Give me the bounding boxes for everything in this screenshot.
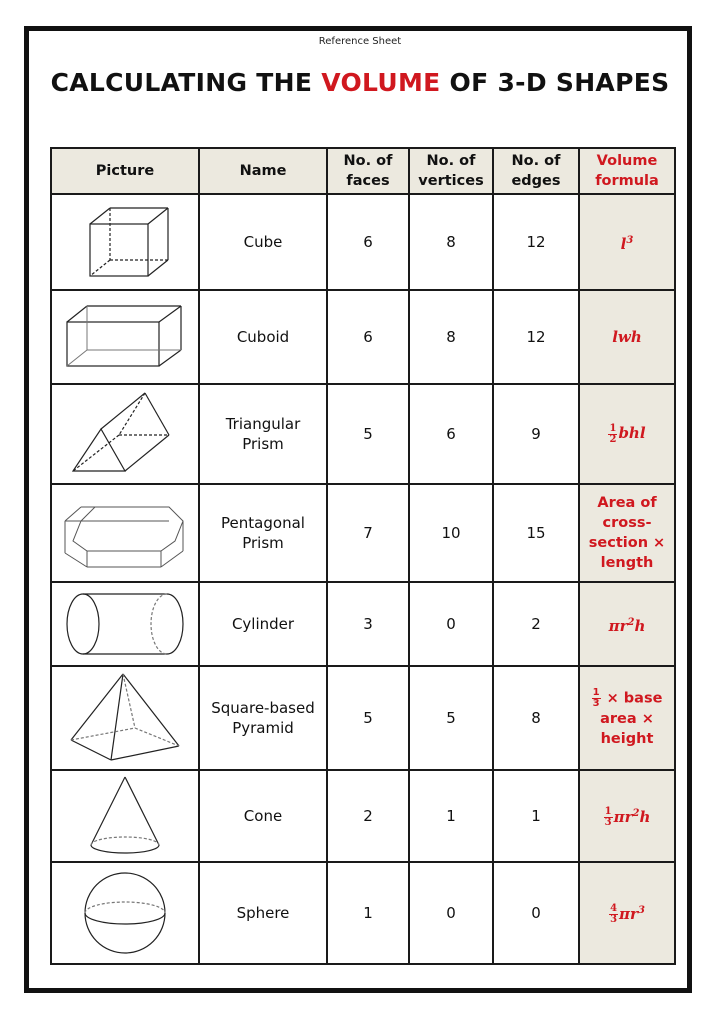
- faces-cell: 6: [327, 290, 409, 384]
- formula-line2: area ×: [600, 710, 654, 727]
- fraction-numerator: 1: [604, 806, 612, 818]
- formula-cell: [579, 194, 675, 290]
- formula-fraction: [608, 424, 617, 445]
- formula-cell: [579, 384, 675, 484]
- header-volume: [579, 148, 675, 194]
- cube-icon: [70, 202, 180, 282]
- name-cell: [199, 862, 327, 964]
- header-faces: [327, 148, 409, 194]
- header-faces-line2: faces: [346, 173, 390, 189]
- vertices-cell: 6: [409, 384, 493, 484]
- edges-cell: 1: [493, 770, 579, 862]
- edges-cell: 12: [493, 194, 579, 290]
- header-row: [51, 148, 675, 194]
- formula-sup: 2: [627, 616, 635, 628]
- header-picture: Picture: [51, 148, 199, 194]
- shape-name: Cylinder: [231, 615, 295, 633]
- faces-cell: 5: [327, 666, 409, 770]
- formula-cell: lwh: [579, 290, 675, 384]
- shapes-table: [50, 147, 676, 965]
- faces-cell: 2: [327, 770, 409, 862]
- faces-cell: 6: [327, 194, 409, 290]
- square-pyramid-icon: [65, 670, 185, 766]
- formula-part-b: h: [639, 807, 651, 826]
- vertices-cell: 8: [409, 290, 493, 384]
- name-cell: [199, 770, 327, 862]
- formula-sup: 3: [637, 904, 645, 916]
- name-cell: [199, 666, 327, 770]
- edges-cell: 9: [493, 384, 579, 484]
- header-volume-line1: Volume: [596, 153, 658, 169]
- formula-line1: × base: [606, 690, 663, 706]
- header-edges: [493, 148, 579, 194]
- shape-name-line1: Square-based: [211, 699, 315, 717]
- title-part-1: CALCULATING THE: [50, 68, 322, 97]
- page-subtitle: Reference Sheet: [318, 36, 402, 47]
- edges-cell: 2: [493, 582, 579, 666]
- picture-cell: [51, 862, 199, 964]
- formula-line1: Area of: [597, 495, 657, 511]
- formula-fraction: [604, 807, 613, 828]
- header-vertices: [409, 148, 493, 194]
- header-vertices-line1: No. of: [426, 153, 476, 169]
- name-cell: [199, 384, 327, 484]
- name-cell: [199, 290, 327, 384]
- vertices-cell: 5: [409, 666, 493, 770]
- formula-fraction: [609, 904, 618, 925]
- formula-part-b: h: [634, 616, 646, 635]
- formula-cell: [579, 484, 675, 582]
- table-row: [51, 862, 675, 964]
- picture-cell: [51, 666, 199, 770]
- picture-cell: [51, 484, 199, 582]
- vertices-cell: 10: [409, 484, 493, 582]
- formula-line4: length: [600, 555, 654, 571]
- edges-cell: 12: [493, 290, 579, 384]
- fraction-numerator: 1: [592, 686, 600, 698]
- formula-part-a: πr: [619, 904, 638, 923]
- page-title: [0, 68, 720, 97]
- shape-name-line1: Triangular: [225, 415, 301, 433]
- header-name: Name: [199, 148, 327, 194]
- formula-part-a: πr: [608, 616, 628, 635]
- formula-sup: 3: [626, 234, 634, 246]
- vertices-cell: 8: [409, 194, 493, 290]
- header-vertices-line2: vertices: [418, 173, 484, 189]
- fraction-numerator: 1: [609, 422, 617, 434]
- table-row: [51, 582, 675, 666]
- triangular-prism-icon: [65, 389, 185, 479]
- picture-cell: [51, 384, 199, 484]
- formula-line2: cross-: [602, 515, 652, 531]
- picture-cell: [51, 194, 199, 290]
- formula-sup: 2: [632, 807, 640, 819]
- name-cell: [199, 194, 327, 290]
- cuboid-icon: [61, 302, 189, 372]
- faces-cell: 5: [327, 384, 409, 484]
- picture-cell: [51, 770, 199, 862]
- table-row: [51, 484, 675, 582]
- formula-part-a: πr: [613, 807, 633, 826]
- shape-name: Sphere: [236, 904, 290, 922]
- name-cell: [199, 582, 327, 666]
- header-edges-line2: edges: [511, 173, 561, 189]
- edges-cell: 15: [493, 484, 579, 582]
- sphere-icon: [75, 868, 175, 958]
- cylinder-icon: [63, 589, 187, 659]
- shape-name: Cuboid: [236, 328, 290, 346]
- edges-cell: 0: [493, 862, 579, 964]
- table-row: [51, 666, 675, 770]
- faces-cell: 1: [327, 862, 409, 964]
- table-row: [51, 384, 675, 484]
- header-edges-line1: No. of: [511, 153, 561, 169]
- table-row: [51, 290, 675, 384]
- edges-cell: 8: [493, 666, 579, 770]
- formula-cell: [579, 862, 675, 964]
- formula-text: bhl: [618, 424, 646, 443]
- shape-name-line2: Pyramid: [232, 719, 294, 737]
- title-part-2: OF 3-D SHAPES: [440, 68, 670, 97]
- fraction-denominator: 2: [609, 433, 617, 445]
- formula-cell: [579, 582, 675, 666]
- faces-cell: 3: [327, 582, 409, 666]
- shape-name: Cube: [243, 233, 283, 251]
- cone-icon: [75, 773, 175, 859]
- shape-name: Cone: [243, 807, 283, 825]
- formula-fraction: [592, 688, 601, 709]
- formula-line3: section ×: [588, 535, 666, 551]
- fraction-denominator: 3: [604, 817, 612, 829]
- shape-name-line2: Prism: [242, 534, 284, 552]
- fraction-denominator: 3: [610, 914, 618, 926]
- fraction-numerator: 4: [610, 903, 618, 915]
- faces-cell: 7: [327, 484, 409, 582]
- vertices-cell: 0: [409, 582, 493, 666]
- formula-base: l: [620, 234, 627, 253]
- fraction-denominator: 3: [592, 697, 600, 709]
- formula-cell: [579, 770, 675, 862]
- table-row: [51, 770, 675, 862]
- shape-name-line2: Prism: [242, 435, 284, 453]
- formula-cell: [579, 666, 675, 770]
- table-row: [51, 194, 675, 290]
- picture-cell: [51, 290, 199, 384]
- vertices-cell: 0: [409, 862, 493, 964]
- vertices-cell: 1: [409, 770, 493, 862]
- header-volume-line2: formula: [595, 173, 659, 189]
- picture-cell: [51, 582, 199, 666]
- name-cell: [199, 484, 327, 582]
- shape-name-line1: Pentagonal: [221, 514, 305, 532]
- title-accent: VOLUME: [321, 68, 441, 97]
- formula-line3: height: [600, 730, 654, 747]
- header-faces-line1: No. of: [343, 153, 393, 169]
- pentagonal-prism-icon: [61, 493, 189, 573]
